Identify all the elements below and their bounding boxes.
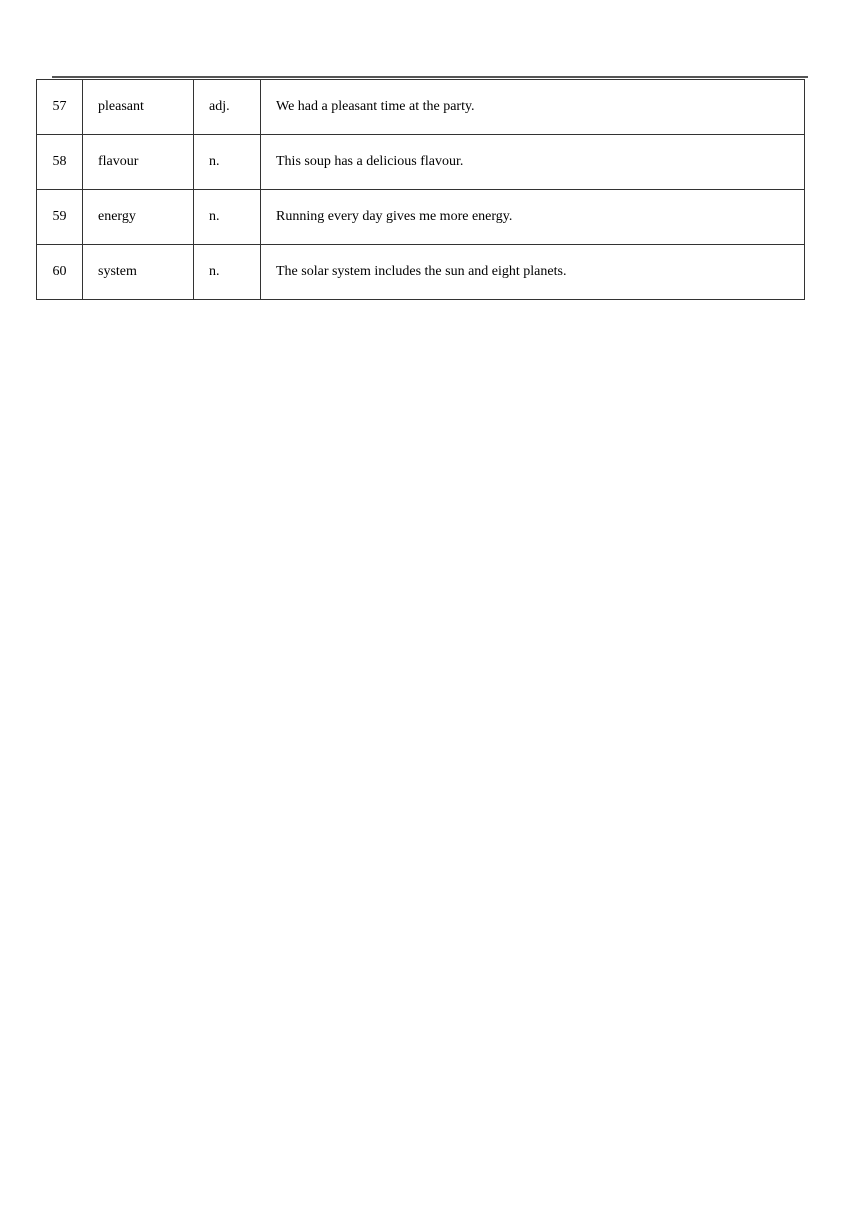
row-number: 59	[37, 190, 83, 245]
example-sentence: The solar system includes the sun and eight planets.	[261, 245, 805, 300]
part-of-speech: adj.	[194, 80, 261, 135]
header-rule	[52, 76, 808, 78]
table-row	[37, 135, 805, 190]
example-sentence: Running every day gives me more energy.	[261, 190, 805, 245]
example-sentence: This soup has a delicious flavour.	[261, 135, 805, 190]
table-row	[37, 190, 805, 245]
vocab-word: energy	[83, 190, 194, 245]
part-of-speech: n.	[194, 135, 261, 190]
example-sentence: We had a pleasant time at the party.	[261, 80, 805, 135]
vocab-word: pleasant	[83, 80, 194, 135]
vocab-word: system	[83, 245, 194, 300]
table-row	[37, 245, 805, 300]
vocab-word: flavour	[83, 135, 194, 190]
row-number: 58	[37, 135, 83, 190]
part-of-speech: n.	[194, 245, 261, 300]
table-row	[37, 80, 805, 135]
part-of-speech: n.	[194, 190, 261, 245]
row-number: 60	[37, 245, 83, 300]
vocabulary-table	[36, 79, 805, 300]
row-number: 57	[37, 80, 83, 135]
